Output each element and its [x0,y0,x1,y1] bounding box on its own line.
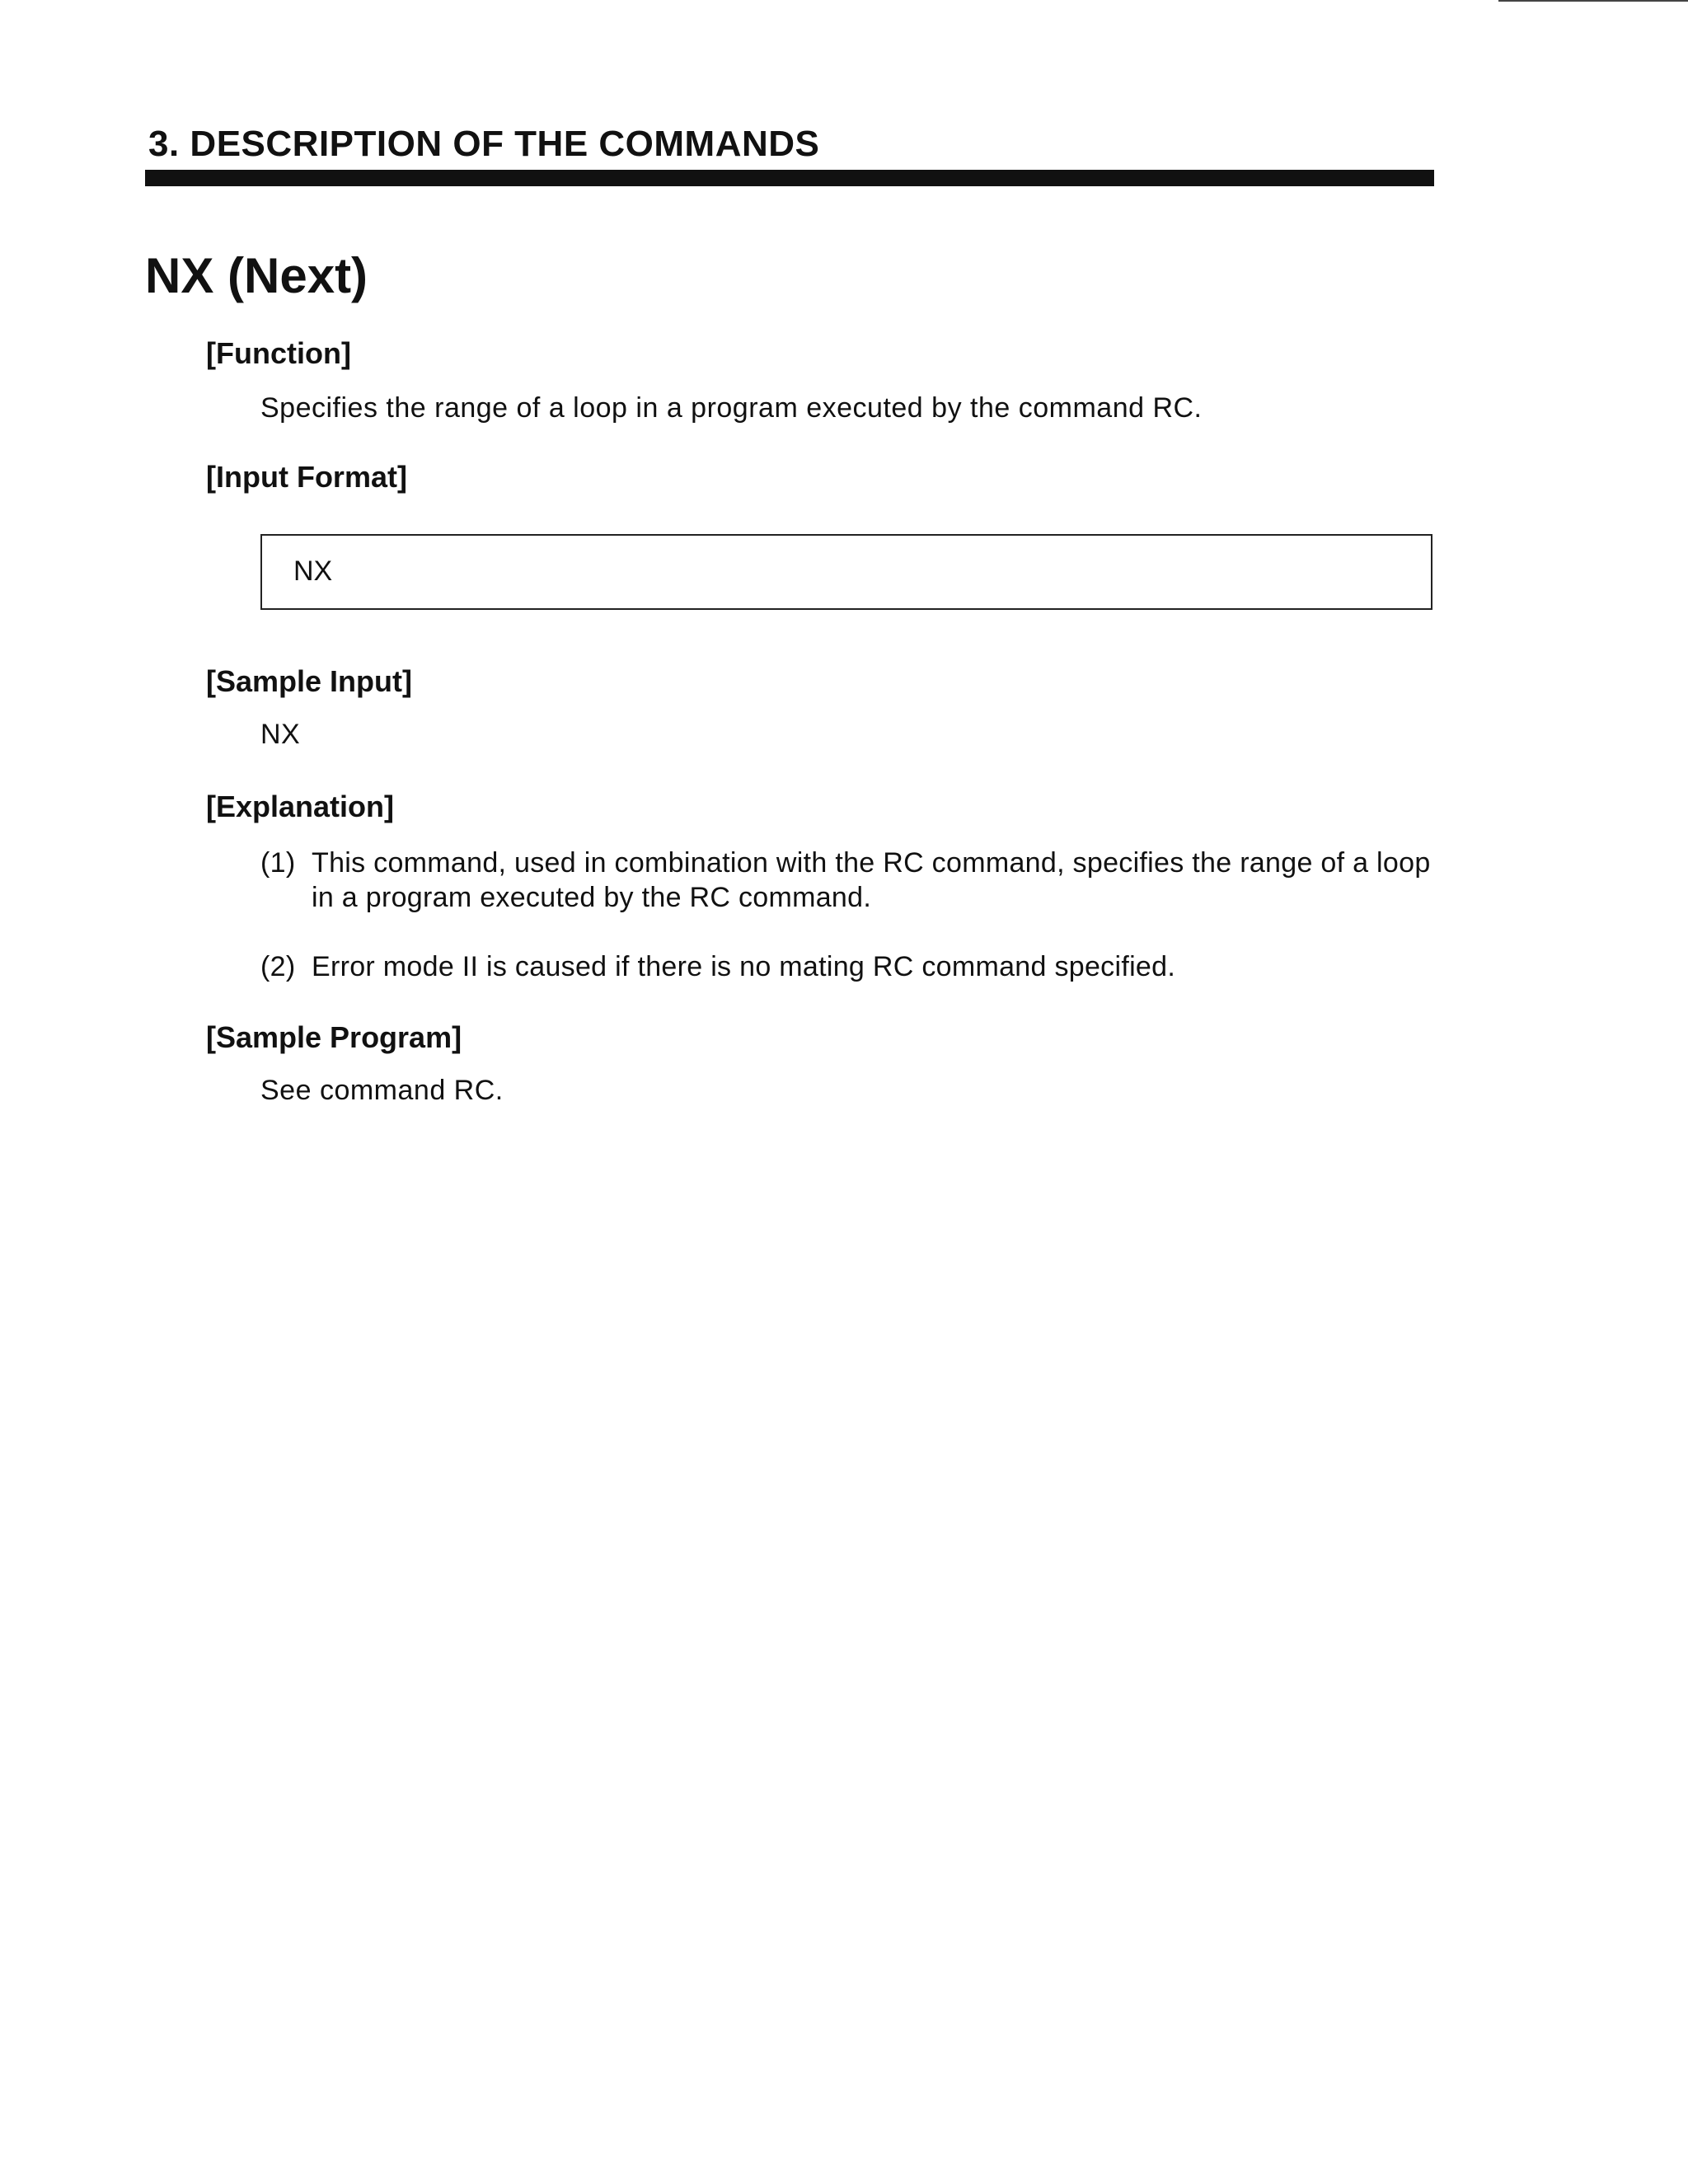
chapter-title: 3. DESCRIPTION OF THE COMMANDS [148,124,820,164]
function-text: Specifies the range of a loop in a program executed by the command RC. [260,392,1203,424]
sample-input-text: NX [260,719,301,750]
corner-rule [1498,0,1688,2]
explanation-item [260,949,1439,984]
function-heading: [Function] [206,336,351,370]
explanation-item [260,846,1439,915]
explanation-heading: [Explanation] [206,790,395,823]
explanation-item-text: Error mode II is caused if there is no mating RC command specified. [312,951,1176,982]
input-format-text: NX [293,555,333,587]
command-title: NX (Next) [145,248,368,303]
sample-program-text: See command RC. [260,1075,504,1106]
sample-program-heading: [Sample Program] [206,1020,462,1054]
input-format-box [260,534,1432,610]
explanation-item-number: (2) [260,951,296,982]
chapter-underline-bar [145,170,1434,186]
sample-input-heading: [Sample Input] [206,664,412,698]
explanation-item-text: This command, used in combination with the RC command, specifies the range of a loop in a program executed by the RC command. [312,847,1431,913]
input-format-heading: [Input Format] [206,460,407,494]
explanation-item-number: (1) [260,847,296,879]
